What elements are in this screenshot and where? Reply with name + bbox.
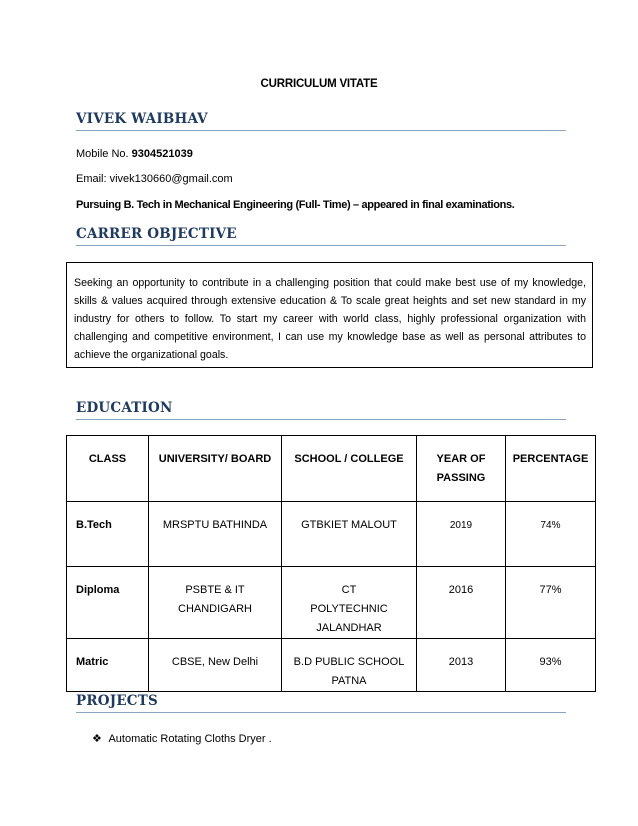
row-percentage: 93% (539, 656, 562, 668)
document-title: CURRICULUM VITATE (260, 78, 378, 90)
objective-heading: CARRER OBJECTIVE (76, 226, 237, 242)
table-header-row (67, 436, 596, 502)
row-percentage: 77% (539, 584, 562, 596)
row-school: CT POLYTECHNIC JALANDHAR (310, 584, 388, 634)
row-board: PSBTE & IT CHANDIGARH (178, 584, 252, 615)
row-class: B.Tech (76, 519, 112, 531)
email-line: Email: vivek130660@gmail.com (76, 173, 233, 185)
objective-box (66, 262, 593, 368)
table-row (67, 502, 596, 567)
education-status: Pursuing B. Tech in Mechanical Engineering (Full- Time) – appeared in final examinations. (76, 199, 515, 211)
row-school: B.D PUBLIC SCHOOL PATNA (293, 656, 405, 687)
objective-text: Seeking an opportunity to contribute in a challenging position that could make best use of my knowledge, skills & values acquired through extensive education & To scale great heights and set new standard in my industry for others to follow. To start my career with world class, highly professional organization with challenging and competitive environment, I can use my knowledge base as well as personal attributes to achieve the organizational goals. (74, 277, 586, 361)
diamond-bullet-icon: ❖ (92, 733, 102, 745)
row-school: GTBKIET MALOUT (301, 519, 397, 531)
row-board: CBSE, New Delhi (171, 656, 259, 668)
row-year: 2019 (449, 520, 473, 531)
table-row (67, 639, 596, 692)
header-percentage: PERCENTAGE (506, 436, 596, 502)
row-year: 2013 (448, 656, 474, 668)
mobile-label: Mobile No. (76, 148, 132, 160)
project-item-text: Automatic Rotating Cloths Dryer . (108, 733, 272, 745)
table-row (67, 567, 596, 639)
candidate-name: VIVEK WAIBHAV (76, 111, 208, 127)
project-item (92, 732, 272, 745)
name-divider (76, 130, 566, 131)
projects-heading: PROJECTS (76, 693, 158, 709)
projects-divider (76, 712, 566, 713)
education-divider (76, 419, 566, 420)
education-heading: EDUCATION (76, 400, 173, 416)
row-class: Matric (76, 656, 109, 668)
mobile-line (76, 148, 193, 160)
header-board: UNIVERSITY/ BOARD (149, 436, 282, 502)
row-year: 2016 (448, 584, 474, 596)
row-percentage: 74% (540, 520, 561, 531)
education-table (66, 435, 596, 692)
header-class: CLASS (67, 436, 149, 502)
row-board: MRSPTU BATHINDA (162, 519, 268, 531)
mobile-number: 9304521039 (131, 148, 193, 160)
objective-divider (76, 245, 566, 246)
header-school: SCHOOL / COLLEGE (282, 436, 417, 502)
row-class: Diploma (76, 584, 120, 596)
header-year: YEAR OF PASSING (417, 436, 506, 502)
